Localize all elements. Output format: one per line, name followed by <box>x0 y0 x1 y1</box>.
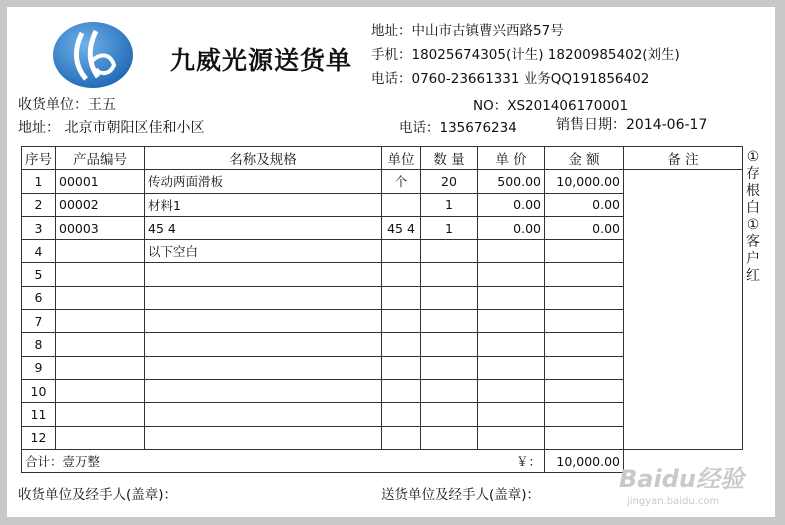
copy-distribution-note <box>744 149 762 285</box>
cell-name: 材料1 <box>145 193 382 216</box>
cell-code: 00003 <box>56 216 145 239</box>
cell-no: 8 <box>22 333 56 356</box>
cell-price: 0.00 <box>478 193 545 216</box>
side-note-char: ① <box>746 149 760 165</box>
order-number: NO：XS201406170001 <box>473 98 629 114</box>
cell-qty <box>421 263 478 286</box>
cell-name <box>145 286 382 309</box>
cell-amount <box>545 263 624 286</box>
table-row <box>22 170 743 193</box>
side-note-char: 根 <box>746 183 760 199</box>
cell-amount: 0.00 <box>545 216 624 239</box>
cell-no: 1 <box>22 170 56 193</box>
column-header: 单 价 <box>478 147 545 170</box>
cell-name <box>145 356 382 379</box>
cell-no: 7 <box>22 310 56 333</box>
cell-price <box>478 310 545 333</box>
cell-name: 45 4 <box>145 216 382 239</box>
cell-no: 6 <box>22 286 56 309</box>
side-note-char: 户 <box>746 251 760 267</box>
column-header: 名称及规格 <box>145 147 382 170</box>
cell-amount <box>545 426 624 449</box>
cell-no: 5 <box>22 263 56 286</box>
cell-code <box>56 310 145 333</box>
cell-qty <box>421 240 478 263</box>
cell-qty <box>421 403 478 426</box>
watermark-url: jingyan.baidu.com <box>627 496 720 507</box>
cell-name: 传动两面滑板 <box>145 170 382 193</box>
cell-name: 以下空白 <box>145 240 382 263</box>
cell-qty <box>421 310 478 333</box>
cell-code <box>56 426 145 449</box>
cell-qty <box>421 379 478 402</box>
watermark-logo: Baidu经验 <box>619 465 744 493</box>
side-note-char: 存 <box>746 166 760 182</box>
cell-qty <box>421 356 478 379</box>
cell-unit <box>382 426 421 449</box>
column-header: 产品编号 <box>56 147 145 170</box>
cell-code <box>56 240 145 263</box>
cell-code <box>56 379 145 402</box>
cell-amount <box>545 286 624 309</box>
delivery-note <box>7 7 775 517</box>
cell-price: 0.00 <box>478 216 545 239</box>
cell-qty <box>421 286 478 309</box>
sale-date: 销售日期：2014-06-17 <box>556 117 708 133</box>
cell-price <box>478 356 545 379</box>
table-header-row <box>22 147 743 170</box>
company-mobile: 手机：18025674305(计生) 18200985402(刘生) <box>371 47 680 63</box>
cell-unit <box>382 263 421 286</box>
cell-amount <box>545 310 624 333</box>
remarks-cell <box>624 170 743 450</box>
cell-no: 12 <box>22 426 56 449</box>
cell-qty: 1 <box>421 216 478 239</box>
cell-name <box>145 333 382 356</box>
cell-amount: 0.00 <box>545 193 624 216</box>
cell-unit <box>382 403 421 426</box>
cell-unit <box>382 286 421 309</box>
column-header: 序号 <box>22 147 56 170</box>
cell-unit <box>382 379 421 402</box>
cell-price <box>478 263 545 286</box>
receiver-signature-label: 收货单位及经手人(盖章)： <box>18 487 178 503</box>
cell-amount <box>545 379 624 402</box>
cell-name <box>145 403 382 426</box>
cell-code <box>56 356 145 379</box>
cell-no: 4 <box>22 240 56 263</box>
cell-no: 2 <box>22 193 56 216</box>
cell-code <box>56 263 145 286</box>
cell-unit <box>382 356 421 379</box>
cell-name <box>145 379 382 402</box>
total-label: 合计：壹万整 <box>22 449 421 472</box>
cell-unit: 个 <box>382 170 421 193</box>
sender-signature-label: 送货单位及经手人(盖章)： <box>381 487 541 503</box>
document-title: 九威光源送货单 <box>170 46 353 75</box>
company-address: 地址：中山市古镇曹兴西路57号 <box>371 23 564 39</box>
cell-code <box>56 286 145 309</box>
cell-amount <box>545 403 624 426</box>
currency-symbol: ￥： <box>478 449 545 472</box>
cell-amount <box>545 333 624 356</box>
cell-amount <box>545 240 624 263</box>
side-note-char: 客 <box>746 234 760 250</box>
cell-price <box>478 426 545 449</box>
cell-name <box>145 310 382 333</box>
company-phone: 电话：0760-23661331 业务QQ191856402 <box>371 71 650 87</box>
cell-no: 9 <box>22 356 56 379</box>
total-amount: 10,000.00 <box>545 449 624 472</box>
cell-unit <box>382 310 421 333</box>
company-logo-icon <box>52 21 134 89</box>
cell-qty <box>421 333 478 356</box>
cell-price <box>478 333 545 356</box>
column-header: 数 量 <box>421 147 478 170</box>
cell-price <box>478 379 545 402</box>
column-header: 备 注 <box>624 147 743 170</box>
cell-unit <box>382 193 421 216</box>
cell-price <box>478 286 545 309</box>
cell-name <box>145 263 382 286</box>
receiver-unit: 收货单位：王五 <box>18 97 116 113</box>
cell-price: 500.00 <box>478 170 545 193</box>
cell-unit <box>382 240 421 263</box>
side-note-char: 白 <box>746 200 760 216</box>
cell-code <box>56 333 145 356</box>
side-note-char: ① <box>746 217 760 233</box>
cell-no: 11 <box>22 403 56 426</box>
items-table <box>21 146 743 473</box>
side-note-char: 红 <box>746 268 760 284</box>
cell-amount <box>545 356 624 379</box>
cell-price <box>478 403 545 426</box>
column-header: 单位 <box>382 147 421 170</box>
cell-no: 3 <box>22 216 56 239</box>
cell-name <box>145 426 382 449</box>
cell-code: 00001 <box>56 170 145 193</box>
cell-code: 00002 <box>56 193 145 216</box>
column-header: 金 额 <box>545 147 624 170</box>
receiver-phone: 电话：135676234 <box>399 120 517 136</box>
receiver-address: 地址： 北京市朝阳区佳和小区 <box>18 120 205 136</box>
cell-price <box>478 240 545 263</box>
cell-qty: 20 <box>421 170 478 193</box>
cell-qty <box>421 426 478 449</box>
cell-unit <box>382 333 421 356</box>
cell-unit: 45 4 <box>382 216 421 239</box>
cell-code <box>56 403 145 426</box>
cell-amount: 10,000.00 <box>545 170 624 193</box>
cell-no: 10 <box>22 379 56 402</box>
cell-qty: 1 <box>421 193 478 216</box>
